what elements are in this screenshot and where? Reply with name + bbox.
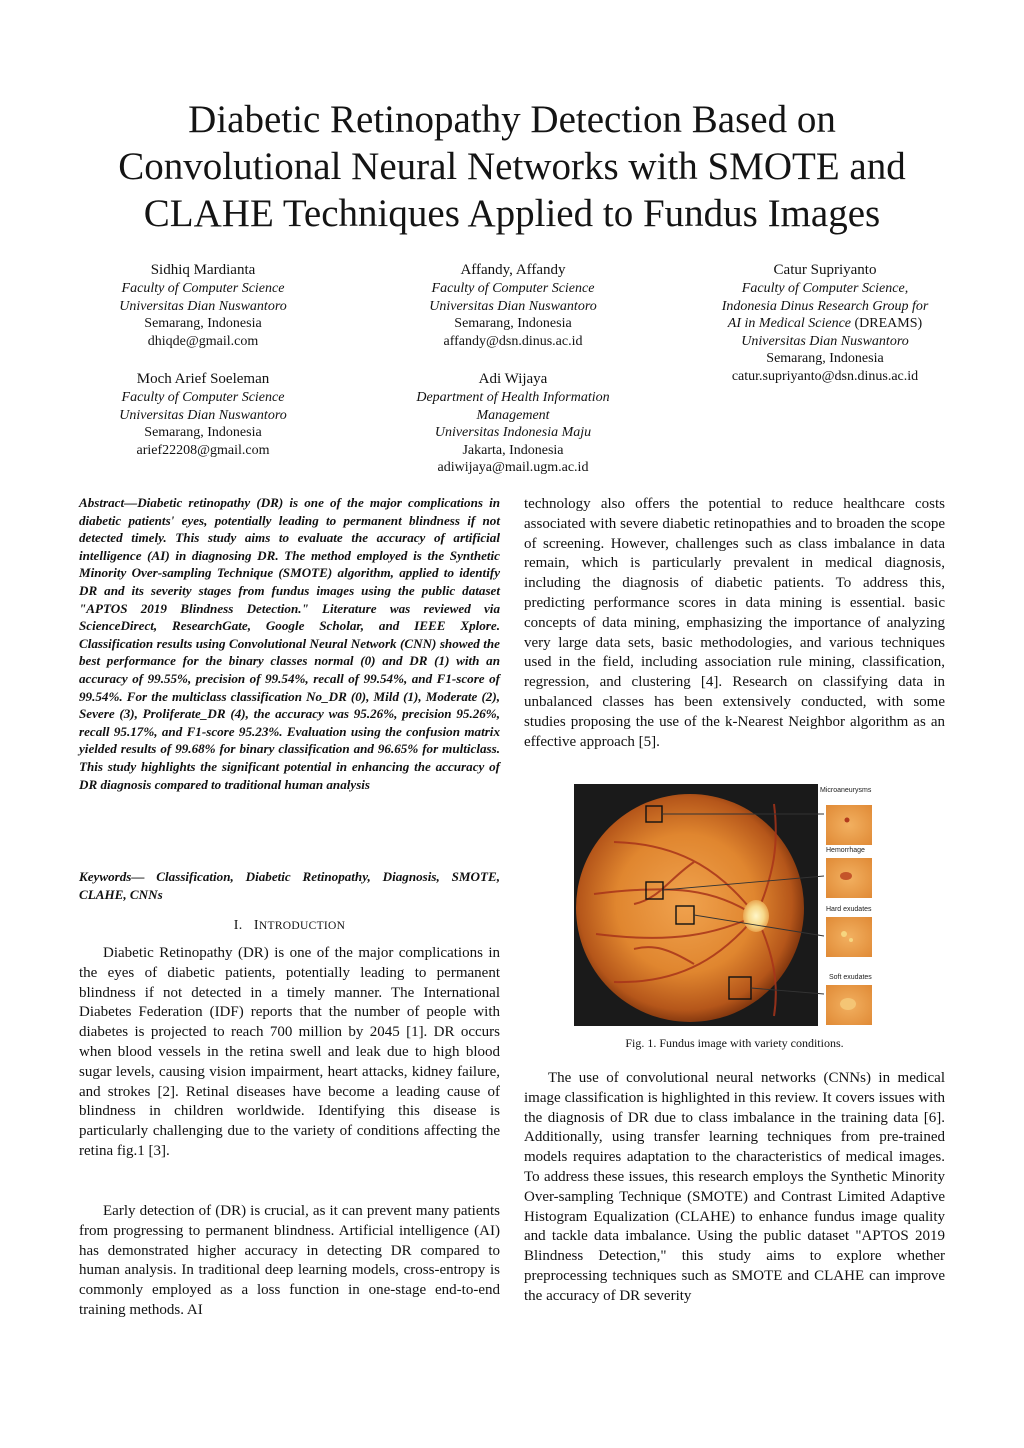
author-affiliation: Universitas Indonesia Maju xyxy=(434,425,592,441)
section-number: I. xyxy=(233,918,243,933)
author-name: Adi Wijaya xyxy=(478,371,548,387)
author-affiliation: Management xyxy=(476,407,550,423)
author-email: adiwijaya@mail.ugm.ac.id xyxy=(437,460,589,476)
author-affiliation: Department of Health Information xyxy=(416,390,610,405)
right-column-paragraph-1: technology also offers the potential to reduce healthcare costs associated with severe diabetic retinopathies and to broaden the scope of screening. However, challenges such as class imbalance in data remain, which is particularly prevalent in medical diagnosis, including the diagnosis of diabetic patients. To address this, predicting performance scores in data mining is essential. basic concepts of data mining, emphasizing the importance of analyzing very large data sets, basic methodologies, and various techniques used in the field, including association rule mining, classification, regression, and clustering [4]. Research on classifying data in unbalanced classes has been extensively conducted, with some studies proposing the use of the k-Nearest Neighbor algorithm as an effective approach [5]. xyxy=(524,496,945,750)
intro-paragraph-1: Diabetic Retinopathy (DR) is one of the major complications in the eyes of diabetic patients, potentially leading to permanent blindness if not detected in a timely manner. The International Diabetes Federation (IDF) reports that the number of people with diabetes is projected to reach 700 million by 2045 [1]. DR occurs when blood vessels in the retina swell and leak due to high blood sugar levels, causing vision impairment, heart attacks, kidney failure, and strokes [2]. Retinal diseases have become a leading cause of blindness in children worldwide. Identifying this disease is particularly challenging due to the variety of conditions affecting the retina fig.1 [3]. xyxy=(79,945,500,1159)
hard-exudate-spot xyxy=(849,938,853,942)
title-line-2: Convolutional Neural Networks with SMOTE and xyxy=(118,145,906,188)
author-name: Affandy, Affandy xyxy=(460,262,566,278)
author-location: Semarang, Indonesia xyxy=(766,351,884,367)
author-affiliation: Universitas Dian Nuswantoro xyxy=(119,298,287,314)
figure-caption: Fig. 1. Fundus image with variety conditions. xyxy=(625,1036,844,1050)
author-block-5 xyxy=(382,370,644,477)
author-affiliation: Universitas Dian Nuswantoro xyxy=(119,407,287,423)
author-location: Semarang, Indonesia xyxy=(144,316,262,332)
author-affiliation: Universitas Dian Nuswantoro xyxy=(429,298,597,314)
figure-label-soft-exudates: Soft exudates xyxy=(829,974,872,981)
author-location: Jakarta, Indonesia xyxy=(462,442,564,458)
author-name: Moch Arief Soeleman xyxy=(136,371,270,387)
hemorrhage-spot xyxy=(840,872,852,880)
title-line-1: Diabetic Retinopathy Detection Based on xyxy=(188,98,836,141)
microaneurysm-dot xyxy=(845,818,850,823)
author-affiliation: Indonesia Dinus Research Group for xyxy=(721,298,929,314)
hard-exudate-spot xyxy=(841,931,847,937)
keywords: Keywords— Classification, Diabetic Retinopathy, Diagnosis, SMOTE, CLAHE, CNNs xyxy=(79,869,500,902)
author-affiliation: Faculty of Computer Science xyxy=(121,281,285,296)
author-affiliation: Faculty of Computer Science xyxy=(121,390,285,405)
author-affiliation: Faculty of Computer Science, xyxy=(741,281,909,296)
title-line-3: CLAHE Techniques Applied to Fundus Images xyxy=(143,192,881,235)
author-location: Semarang, Indonesia xyxy=(144,425,262,441)
section-heading-introduction xyxy=(79,918,500,934)
author-email: catur.supriyanto@dsn.dinus.ac.id xyxy=(731,368,919,384)
swatch-hard-exudates xyxy=(826,917,872,957)
intro-paragraph-2: Early detection of (DR) is crucial, as it can prevent many patients from progressing to permanent blindness. Artificial intelligence (AI) has demonstrated higher accuracy in detecting DR compared to human analysis. In traditional deep learning models, cross-entropy is commonly employed as a loss function in one-stage end-to-end training methods. AI xyxy=(79,1203,500,1318)
author-block-3 xyxy=(680,261,970,386)
author-affiliation: Faculty of Computer Science xyxy=(431,281,595,296)
author-affiliation: AI in Medical Science xyxy=(727,316,852,332)
right-column-paragraph-2: The use of convolutional neural networks (CNNs) in medical image classification is highlighted in this review. It covers issues with the diagnosis of DR due to class imbalance in the training data [6]. Additionally, using transfer learning techniques from pre-trained models requires adaptation to the characteristics of medical images. To address these issues, this research employs the Synthetic Minority Over-sampling Technique (SMOTE) and Contrast Limited Adaptive Histogram Equalization (CLAHE) to enhance fundus image quality and tackle data imbalance. Using the public dataset "APTOS 2019 Blindness Detection," this study aims to explore whether preprocessing techniques such as SMOTE and CLAHE can improve the accuracy of DR severity xyxy=(524,1070,945,1304)
author-block-4 xyxy=(72,370,334,459)
author-email: affandy@dsn.dinus.ac.id xyxy=(443,333,583,349)
author-affiliation-line xyxy=(680,315,970,333)
paper-title xyxy=(60,96,964,237)
fundus-figure-graphic xyxy=(574,784,884,1026)
optic-disc xyxy=(743,900,769,932)
figure-label-hard-exudates: Hard exudates xyxy=(826,906,872,913)
author-affiliation-suffix: (DREAMS) xyxy=(851,316,923,332)
swatch-microaneurysms xyxy=(826,805,872,845)
author-block-1 xyxy=(72,261,334,350)
abstract: Abstract—Diabetic retinopathy (DR) is one of the major complications in diabetic patients' eyes, potentially leading to permanent blindness if not detected timely. This study aims to evaluate the accuracy of artificial intelligence (AI) in diagnosing DR. The method employed is the Synthetic Minority Over-sampling Technique (SMOTE) algorithm, applied to identify DR and its severity stages from fundus images using the public dataset "APTOS 2019 Blindness Detection." Literature was reviewed via ScienceDirect, ResearchGate, Google Scholar, and IEEE Xplore. Classification results using Convolutional Neural Network (CNN) showed the best performance for the binary classes normal (0) and DR (1) with an accuracy of 99.55%, precision of 99.54%, recall of 99.54%, and F1-score of 99.54%. For the multiclass classification No_DR (0), Mild (1), Moderate (2), Severe (3), Proliferate_DR (4), the accuracy was 95.26%, precision 95.26%, recall 95.17%, and F1-score 95.23%. Evaluation using the confusion matrix yielded results of 99.68% for binary classification and 96.65% for multiclass. This study highlights the significant potential in enhancing the accuracy of DR diagnosis compared to traditional human analysis xyxy=(79,495,500,792)
author-name: Catur Supriyanto xyxy=(773,262,877,278)
section-title-rest: NTRODUCTION xyxy=(258,920,346,932)
author-affiliation: Universitas Dian Nuswantoro xyxy=(741,333,909,349)
author-email: arief22208@gmail.com xyxy=(136,442,270,458)
author-name: Sidhiq Mardianta xyxy=(150,262,256,278)
author-location: Semarang, Indonesia xyxy=(454,316,572,332)
figure-label-microaneurysms: Microaneurysms xyxy=(820,787,872,794)
author-email: dhiqde@gmail.com xyxy=(147,333,259,349)
retina-disc xyxy=(576,794,804,1022)
figure-label-hemorrhage: Hemorrhage xyxy=(826,847,865,854)
section-title-initial: I xyxy=(253,918,259,933)
figure-fundus xyxy=(574,784,884,1026)
soft-exudate-spot xyxy=(840,998,856,1010)
author-block-2 xyxy=(382,261,644,350)
